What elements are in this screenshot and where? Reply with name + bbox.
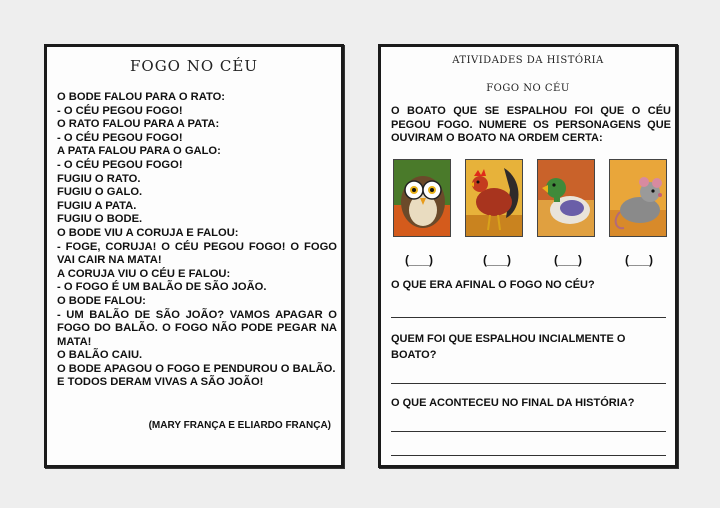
answer-line-4[interactable]: [391, 455, 666, 456]
story-line: E TODOS DERAM VIVAS A SÃO JOÃO!: [57, 376, 264, 389]
story-line: FUGIU A PATA.: [57, 199, 137, 212]
story-line: - FOGE, CORUJA! O CÉU PEGOU FOGO! O FOGO VAI CAIR NA MATA!: [57, 240, 337, 267]
number-blank-rooster[interactable]: (___): [482, 253, 511, 267]
question-1: O QUE ERA AFINAL O FOGO NO CÉU?: [391, 279, 595, 291]
story-credit: (MARY FRANÇA E ELIARDO FRANÇA): [148, 420, 331, 431]
story-line: O RATO FALOU PARA A PATA:: [57, 118, 220, 131]
story-line: O BODE FALOU:: [57, 294, 146, 307]
character-images: [393, 159, 669, 239]
number-blank-rat[interactable]: (___): [624, 253, 653, 267]
story-line: O BALÃO CAIU.: [57, 349, 143, 362]
story-line: FUGIU O BODE.: [57, 213, 143, 226]
owl-icon: [393, 159, 451, 237]
story-card: [44, 44, 344, 468]
story-title: FOGO NO CÉU: [129, 57, 258, 75]
story-line: O BODE FALOU PARA O RATO:: [57, 91, 226, 103]
story-line: FUGIU O GALO.: [57, 186, 143, 199]
activities-prompt: O BOATO QUE SE ESPALHOU FOI QUE O CÉU PEGOU FOGO. NUMERE OS PERSONAGENS QUE OUVIRAM O BOATO NA ORDEM CERTA:: [391, 105, 671, 144]
duck-icon: [537, 159, 595, 237]
story-line: - O CÉU PEGOU FOGO!: [57, 158, 183, 171]
question-2: QUEM FOI QUE ESPALHOU INCIALMENTE O BOATO?: [391, 333, 626, 361]
number-blank-owl[interactable]: (___): [404, 253, 433, 267]
story-line: O BODE VIU A CORUJA E FALOU:: [57, 226, 239, 239]
story-line: - O CÉU PEGOU FOGO!: [57, 131, 183, 144]
story-line: A PATA FALOU PARA O GALO:: [57, 145, 221, 158]
question-3: O QUE ACONTECEU NO FINAL DA HISTÓRIA?: [391, 397, 635, 409]
numbering-blanks: [393, 253, 669, 269]
story-line: - O FOGO É UM BALÃO DE SÃO JOÃO.: [57, 281, 267, 294]
activities-header: ATIVIDADES DA HISTÓRIA: [452, 55, 604, 66]
story-line: O BODE APAGOU O FOGO E PENDUROU O BALÃO.: [57, 362, 336, 375]
story-line: FUGIU O RATO.: [57, 172, 141, 185]
activities-card: [378, 44, 678, 468]
answer-line-3[interactable]: [391, 431, 666, 432]
rat-icon: [609, 159, 667, 237]
story-line: - UM BALÃO DE SÃO JOÃO? VAMOS APAGAR O FOGO DO BALÃO. O FOGO NÃO PODE PEGAR NA MATA!: [57, 308, 337, 348]
story-text: [57, 91, 337, 390]
rooster-icon: [465, 159, 523, 237]
story-line: - O CÉU PEGOU FOGO!: [57, 104, 183, 117]
activities-subtitle: FOGO NO CÉU: [486, 83, 570, 94]
answer-line-2[interactable]: [391, 383, 666, 384]
answer-line-1[interactable]: [391, 317, 666, 318]
story-line: A CORUJA VIU O CÉU E FALOU:: [57, 267, 231, 280]
number-blank-duck[interactable]: (___): [553, 253, 582, 267]
